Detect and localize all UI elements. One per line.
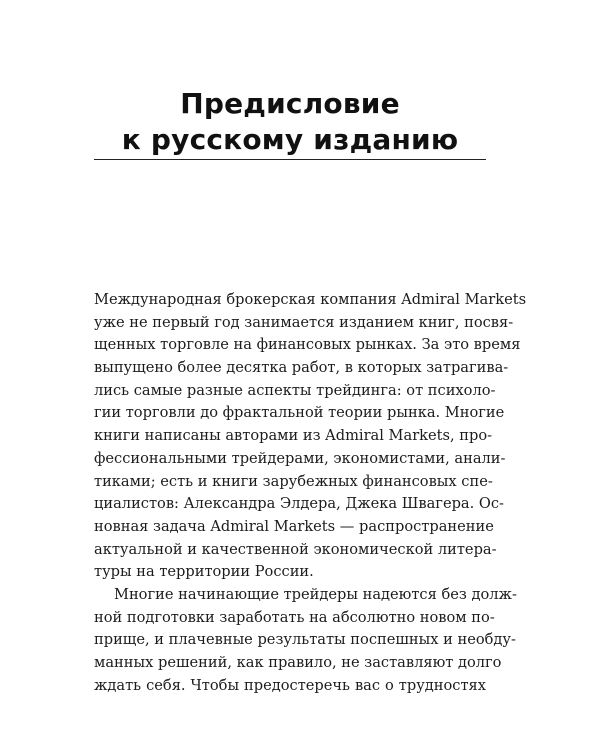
text-line: щенных торговле на финансовых рынках. За это время — [94, 336, 521, 354]
page-title — [94, 86, 486, 158]
body-text — [94, 289, 527, 697]
text-line: туры на территории России. — [94, 563, 314, 581]
title-line-1: Предисловие — [180, 87, 400, 120]
text-line: фессиональными трейдерами, экономистами, анали- — [94, 449, 506, 467]
text-line: циалистов: Александра Элдера, Джека Швагера. Ос- — [94, 495, 504, 513]
text-line: книги написаны авторами из Admiral Markets, про- — [94, 427, 493, 445]
text-line: тиками; есть и книги зарубежных финансовых спе- — [94, 472, 493, 490]
text-line: гии торговли до фрактальной теории рынка. Многие — [94, 404, 505, 422]
text-line: актуальной и качественной экономической литера- — [94, 540, 497, 558]
title-rule — [94, 159, 486, 160]
text-line: Многие начинающие трейдеры надеются без долж- — [114, 585, 517, 603]
text-line: манных решений, как правило, не заставляют долго — [94, 654, 502, 671]
text-line: ной подготовки заработать на абсолютно новом по- — [94, 608, 495, 626]
text-line: выпущено более десятка работ, в которых затрагива- — [94, 359, 509, 377]
text-line: прище, и плачевные результаты поспешных и необду- — [94, 631, 516, 649]
text-line: лись самые разные аспекты трейдинга: от психоло- — [94, 381, 496, 399]
text-line: ждать себя. Чтобы предостеречь вас о трудностях — [94, 676, 486, 694]
text-line: Международная брокерская компания Admiral Markets — [94, 291, 527, 308]
title-line-2: к русскому изданию — [121, 123, 459, 156]
text-line: уже не первый год занимается изданием книг, посвя- — [94, 313, 514, 331]
text-line: новная задача Admiral Markets — распространение — [94, 517, 494, 535]
